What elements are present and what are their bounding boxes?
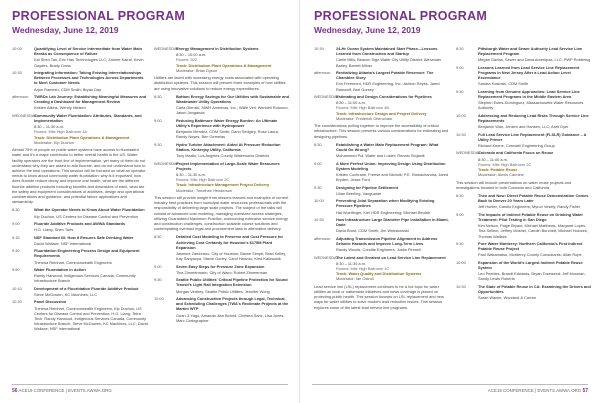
session-body (336, 217, 450, 234)
session-time: 10:00 (154, 296, 164, 302)
session-time: 10:30 (456, 131, 466, 137)
session-time: 9:00 (154, 117, 162, 123)
session-item (456, 193, 592, 210)
session-description: The considerations pulling together to improve the accessibility of critical infrastructure. This session presents various considerations for estimating and designing pipelines. (314, 123, 449, 139)
session-detail: Moderator: Alexis Carmine (478, 172, 524, 178)
session-detail: Track: Infrastructure Design and Project Delivery (336, 110, 427, 116)
session-body (176, 161, 290, 193)
session-body (336, 185, 450, 196)
right-page-header (300, 0, 600, 42)
session-title: Learning from Genuine Approaches: Lead Service Line Replacement Programs in the Middle Eastern Area (478, 88, 580, 99)
session-item (456, 89, 592, 111)
session-item (154, 234, 290, 261)
session-title: Designing for Pipeline Settlement (336, 184, 399, 190)
page-title: PROFESSIONAL PROGRAM (12, 9, 186, 23)
page-date: Wednesday, June 12, 2019 (12, 25, 119, 35)
session-item (12, 299, 148, 331)
session-speakers: Steve McGowen, KC Machines, LLC (34, 292, 98, 298)
session-detail: Track: Infrastructure Management Project Delivery (176, 182, 270, 188)
session-title: Fluoridation Engineering Process Design and Equipment Requirements (34, 248, 140, 259)
session-item (456, 260, 592, 282)
session-time: afternoon (314, 70, 331, 75)
session-title: Estimating and Design Considerations for Pipelines (336, 94, 432, 99)
session-speakers: Lilian Beerling, Vanguarde (336, 190, 382, 196)
session-speakers: Guan Ji Yago, Amanda Jian Bohnd, Chelsea Sanz, Lisa Jones, Marc Cartographer (176, 312, 285, 323)
session-time: 8:30 (154, 93, 162, 99)
session-time: 10:00 (12, 46, 22, 51)
session-description: Almost 75% of people on public water systems have access to fluoridated water and it's a major contributor to better overall health in the US. Water facility operators are the front line of implementation, yet many of them do not understand why they are asked to add fluoride, and do not understand how to achieve the best operations. This session will be focused on what an operator needs to know about community water fluoridation: why is it important, how does fluoride reduce decay and improve oral health, what are the different fluoride additive products including benefits and downsides of each, what are the safety and equipment considerations of additives, design and operational considerations and guidance, and potential failure applications and stewardship. (12, 147, 146, 205)
session-detail: Track: Water Quality and Distribution Systems (336, 271, 422, 277)
footer-text: ACE19 CONFERENCE | EVENTS.AWWA.ORG (18, 388, 112, 393)
session-body (34, 235, 148, 246)
session-detail: Track: Distribution Plant Operations & Management (34, 134, 130, 140)
session-body (336, 255, 450, 282)
session-item (456, 132, 592, 149)
session-detail: Moderator: Ian Ostroll (336, 276, 374, 282)
session-title: Quantifying Level of Service Intermediate from Water Main Breaks as Consequence of Failure (34, 46, 142, 57)
left-page-footer (12, 387, 288, 395)
session-body (478, 150, 592, 177)
session-title: Development of a Fluoridation Fluoride Additive Product (34, 285, 139, 291)
session-item (456, 284, 592, 301)
session-body (478, 284, 592, 301)
session-item (12, 235, 148, 246)
session-time: 9:30 (154, 141, 162, 147)
session-speakers: Kristen Cochrane, Freese and Nichols; P.E. Ramachandra, Jared Bryden, Jesse Ford (336, 172, 449, 183)
session-speakers: Sandra Kosinski, CDM Smith (478, 81, 529, 87)
session-time: 9:00 (154, 263, 162, 269)
session-body (478, 132, 592, 149)
session-body (176, 264, 290, 275)
session-body (336, 161, 450, 183)
session-time: 9:00 (456, 64, 464, 70)
session-item (456, 212, 592, 239)
session-speakers: Paul Wakamatsu, Monterey County Consultants; Allan Rope (478, 252, 582, 258)
session-title: Energy Management in Distribution Systems (176, 46, 259, 51)
session-time: 9:30 (456, 88, 464, 94)
session-item (456, 65, 592, 87)
session-detail: Moderator: Brian Dyson (176, 67, 218, 73)
session-item (12, 267, 148, 284)
session-time: 8:30 (314, 141, 322, 147)
right-page-column-2 (456, 46, 592, 386)
session-speakers: Benjamin Wan, Jensen and Hansen, LLC; Areti Dyer (478, 124, 569, 130)
session-time: 9:00 (456, 211, 464, 217)
session-speakers: Tony Martin, Los Angeles County Waterworks Districts (176, 153, 270, 159)
session-item (314, 142, 450, 159)
session-time: 9:15 (12, 234, 20, 240)
session-item (154, 118, 290, 140)
session-body (478, 46, 592, 63)
session-speakers: Mohammed Pul, Water and Luster; Renato Stojanik (336, 153, 425, 159)
session-time: 10:30 (314, 217, 324, 222)
session-time: 8:30 (456, 46, 464, 51)
session-detail: Rooms: Mile High Ballroom 4B (336, 105, 389, 111)
session-item (12, 221, 148, 232)
session-title: Lessons Learned from Lead Service Line Replacement Programs in New Jersey After a Lead Action Level Exceedance (478, 64, 580, 81)
session-title: Bottom Energy Savings for Our Utilities with Sustainable and Wastewater Utility Operations (176, 93, 290, 105)
session-title: How Infrastructure Large Diameter Pipe Installation in Miami-Dade (336, 217, 449, 228)
session-item (456, 46, 592, 63)
session-body (336, 142, 450, 159)
session-time: 10:30 (456, 283, 466, 289)
session-time: afternoon (314, 235, 331, 241)
session-speakers: David Brust, CDM Smith; Jim Wimskowski (336, 228, 409, 234)
page-number: 57 (582, 388, 588, 394)
session-item (456, 241, 592, 258)
session-speakers: Randy Woods, Condite Engineers; Justin Pennell (336, 247, 421, 253)
session-speakers: Kai Shen Tan, Eric Hau Technologies LLC; Zaheer Kairal, Kevin Gaydes, Brady Cross (34, 57, 144, 68)
session-speakers: Arjun Ramesh, CDM Smith; Bryan Day (34, 86, 102, 92)
session-time: 9:50 (12, 267, 20, 273)
session-speakers: Richard Keene, Cornwell Engineering Group (478, 143, 555, 148)
session-speakers: Jeff Hunter, Carollo Engineers; Myron Vesely, Randy Fisher (478, 204, 581, 210)
session-item (314, 198, 450, 215)
session-speakers: Hal Woelfinger, Kiel HDR Engineering; Michael Beulah (336, 209, 430, 215)
session-detail: Rooms: Mile High Ballroom 2C (478, 161, 532, 167)
session-speakers: Kip Duchon, US Centers for Disease Control and Prevention (34, 213, 139, 219)
session-title: Establishing a Water Main Replacement Program: What Could Go Wrong? (336, 141, 439, 153)
session-speakers: 8:30 – 10:00 a.m. (176, 52, 207, 58)
session-item (154, 161, 290, 193)
session-time: 9:30 (314, 184, 322, 190)
session-title: Colorado and California Focus on Reuse (478, 150, 554, 156)
session-description: Utilities are faced with increasing energy costs associated with operating distribution systems. This session will present three examples of how utilities are using innovative solutions to reduce energy expenditures. (154, 75, 286, 91)
session-description: This session will provide insight from lessons learned and examples of current industry best practices from municipal water resources professionals with the responsibility of delivering large scale projects. The subject of the talks will consist of advanced cost modeling, managing oversized access strategies, utilizing Guaranteed Maximum Practice, overcoming extensive service energy and construction challenges, construction scalable course solutions and contemplating overhaul legal and procurement laws to alternative delivery. (154, 195, 289, 232)
session-time: 10:00 (314, 198, 324, 204)
session-speakers: Kristen Atkins, Wendy Nielsen (34, 105, 86, 111)
session-title: Full Lead Service Line Replacement (FLSLR) Guidance – A Utility Primer (478, 131, 587, 142)
session-time: WEDNESDAY (154, 160, 179, 166)
session-item (314, 185, 450, 196)
session-speakers: Erin Freemont, HDR Engineering, Inc.; Ashton Reyes, Jared Rainwolf, Bart Gorsey (336, 81, 440, 92)
session-title: Fluoride Additive Products and AWWA Standards (34, 221, 126, 227)
session-body (34, 221, 148, 232)
session-item (12, 46, 148, 68)
session-time: 10:00 (456, 259, 466, 265)
session-description: This session will include presentations on water reuse projects and investigations focused in both Colorado and California. (456, 179, 572, 190)
session-speakers: 8:30 – 11:00 a.m. (336, 100, 366, 106)
session-speakers: Theresa Reinhart, Commonwealth Engineers (34, 259, 112, 265)
session-title: Pure Water Monterey: Northern California's First Indirect Potable Reuse Project (478, 241, 583, 252)
session-body (34, 267, 148, 284)
session-detail: Track: Distribution Plant Operations & Management (176, 62, 272, 68)
page-date: Wednesday, June 12, 2019 (314, 25, 421, 35)
session-item (12, 207, 148, 218)
session-speakers: Megan Gaviss, Sewer and Dana Ameriquia, LLC; PWP Robbinsg (478, 57, 591, 63)
session-body (176, 234, 290, 261)
session-item (154, 46, 290, 73)
session-time: 10:00 (456, 112, 466, 118)
session-speakers: H.G. Liang, Shen Tarts (34, 227, 74, 233)
session-item (314, 94, 450, 121)
session-time: 9:30 (456, 241, 464, 246)
session-speakers: Benjamin Mendez, CDM Smith; Dann Sedgley, Rose Laura, Randy Noyes, Ben Gemelas (176, 129, 279, 140)
session-title: The Latest and Greatest on Lead Service Line Replacement (336, 254, 446, 260)
session-body (34, 286, 148, 297)
session-detail: Track: Potable Reuse (478, 167, 518, 172)
session-speakers: Randy Harwood, Indigenous Services Canada, Community Infrastructure Branch (34, 273, 136, 284)
session-body (176, 296, 290, 323)
session-item (314, 236, 450, 253)
footer-rule (12, 384, 288, 385)
session-body (176, 118, 290, 140)
session-body (478, 65, 592, 87)
session-time: 10:30 (12, 70, 22, 75)
session-body (478, 241, 592, 258)
session-title: Preventing Joint Separation when Modifying Existing Pressure Pipelines (336, 198, 435, 209)
session-title: Then and Now: Direct Potable Reuse Demonstration Comes Back to Denver 20 Years Later (478, 193, 589, 204)
session-title: Project Implementation of Large-Scale Water Resources Projects (176, 160, 280, 171)
session-time: afternoon (12, 94, 29, 99)
session-item (12, 70, 148, 92)
session-title: Detailed Cost Modeling to Preserve and Cost Pressure for Achieving Cost Certainty for Houston's $175M Plant Expansion (176, 234, 284, 250)
session-item (154, 296, 290, 323)
session-time: WEDNESDAY (12, 112, 37, 118)
session-body (34, 46, 148, 68)
footer-left (12, 387, 112, 395)
session-body (336, 46, 450, 68)
session-body (478, 260, 592, 282)
session-title: Water Fluoridation in Action (34, 267, 86, 273)
session-time: 8:30 (154, 234, 162, 240)
session-body (34, 70, 148, 92)
session-time: WEDNESDAY (314, 94, 339, 99)
session-speakers: Carla Glenski, MWH Americas, Inc.; Willie Vell, Wendell Rotunno, Jason Janganda (176, 105, 289, 116)
session-speakers: Jasmine Zambrano, City of Houston; Blaine Simpb, Brad Kelley, Kay Sanyanya, Stavie Gorley, Carol Hanzoo, Kirst Kalosuwik (176, 251, 286, 262)
session-title: Integrating Information: Taking Existing Interrelationships Between Processes and Technologies Across Departments to Meet Customer Needs (34, 70, 144, 86)
session-time: 8:30 (12, 207, 20, 213)
session-title: What the Operator Needs to Know About Water Fluoridation (34, 207, 145, 213)
session-body (478, 193, 592, 210)
session-item (314, 70, 450, 92)
session-detail: Rooms: 502 (176, 57, 197, 63)
session-item (314, 161, 450, 183)
session-time: 9:30 (154, 277, 162, 283)
session-title: Reducing Baltimore Water Energy Burden: An Ultimate Utility's Experience with Hydropower (176, 117, 278, 129)
session-detail: Moderator: Kip Duchon (34, 139, 75, 145)
session-speakers: 8:30 – 11:00 a.m. (478, 156, 508, 162)
session-body (34, 299, 148, 331)
session-item (154, 94, 290, 116)
session-item (314, 46, 450, 68)
session-title: Expansion of the World's Largest Indirect Potable Reuse System (478, 259, 583, 270)
session-body (34, 113, 148, 145)
session-description: Lead service line (LSL) replacement continues to be a hot topic for water utilities as local or nationwide initiatives and news coverage is placed on protecting public health. This session focuses on LSL replacement and new ways for water utilities to solve modern lead reduction issues. This session explores some of the latest lead service line programs. (314, 283, 444, 310)
session-speakers: Carlie Mills, Beacon Sign Water City Utility District; Alexander Barley, Barrett Milner (336, 57, 442, 68)
session-time: WEDNESDAY (154, 46, 179, 51)
session-item (456, 113, 592, 130)
session-time: 9:00 (12, 221, 20, 227)
session-detail: Rooms: Mile High Ballroom 1C (336, 266, 390, 271)
session-title: TWRDs Lab Journey: Establishing Meaningful Measures and Creating a Dashboard for Management Review (34, 94, 147, 105)
session-time: 9:30 (12, 248, 20, 254)
session-title: The State of Potable Reuse in CA: Examining the Drivers and Opportunities (478, 283, 591, 294)
session-speakers: Stephen Estes-Dominguez, Massachusetts Water Resources Authority (478, 100, 584, 111)
session-item (314, 217, 450, 234)
session-body (336, 236, 450, 253)
session-speakers: 8:30 – 11:30 a.m. (176, 172, 206, 178)
page-title: PROFESSIONAL PROGRAM (314, 9, 488, 23)
session-title: The Impacts of Indirect Potable Reuse on Drinking Water Treatment: Pilot Testing in San Diego (478, 211, 583, 222)
session-body (478, 212, 592, 239)
session-detail: Moderator: Frederick Obenchain (336, 115, 393, 121)
footer-rule (312, 384, 588, 385)
right-page-column-1 (314, 46, 450, 386)
session-title: Pittsburgh Water and Sewer Authority Lead Service Line Replacement Program (478, 46, 583, 57)
session-body (34, 207, 148, 218)
session-time: 10:30 (12, 299, 22, 305)
session-detail: Rooms: Mile High Ballroom 1A (34, 129, 87, 135)
footer-right (488, 387, 588, 395)
session-item (154, 277, 290, 294)
session-body (176, 46, 290, 73)
session-item (12, 113, 148, 145)
session-title: 24-Hr Ocean System Maintained Start Phase—Lessons Learned from Construction and Startup (336, 46, 438, 57)
session-body (336, 198, 450, 215)
left-page-header (0, 0, 300, 42)
session-item (12, 286, 148, 297)
session-speakers: Kim Nelson, Paige Bryant, Michael Matthews, Margaret Lopes, Tina Sellem, Jeffrey Mosher, Carolin Burchett, Michael Holocek, Thomas Wallace (478, 223, 588, 239)
session-item (154, 142, 290, 159)
session-title: A More Perfect Union: Improving Design Using Distribution System Modeling (336, 160, 446, 171)
session-body (176, 94, 290, 116)
left-page-column-1 (12, 46, 148, 386)
session-time: 10:10 (12, 285, 22, 291)
session-time: 9:00 (314, 160, 322, 166)
session-body (176, 277, 290, 294)
session-title: Seattle Public Utilities' Critical Pipeline Protection for Sound Transit's Light Rail Integration Extension (176, 277, 288, 288)
session-item (12, 248, 148, 265)
session-speakers: 8:30 – 11:30 a.m. (34, 124, 64, 130)
session-item (12, 94, 148, 111)
session-time: 10:30 (314, 46, 324, 51)
session-title: Panel Discussion (34, 299, 67, 305)
session-body (176, 142, 290, 159)
session-detail: Moderator: Timothee Henderson (176, 187, 233, 193)
session-speakers: Theresa Reinhart, Commonwealth Engineers; Kip Duchon, US Centers for Disease Control and Prevention; H.G. Liang, Tetra Tech; Randy Harwood, Indigenous Services Canada, Community Infrastructure Branch; Steve McGowen, KC Machines, LLC; David Wallace, NSF International (34, 305, 148, 332)
session-speakers: Leo Peebles, Brandi Edwards, Bryan Townsend; Jeff Mosman, Sandy Lewis Roberts (478, 271, 586, 282)
page-number: 56 (12, 388, 18, 394)
session-item (154, 264, 290, 275)
session-speakers: David Wallace, NSF International (34, 240, 92, 246)
session-item (456, 150, 592, 177)
session-body (336, 94, 450, 121)
session-title: Addressing and Reducing Lead Risks Through Service Line Replacements (478, 112, 589, 123)
left-page-column-2 (154, 46, 290, 386)
session-speakers: Tina Zimmermann, City of Waco; Robert Zimmerman (176, 269, 268, 275)
session-title: Advancing Construction Projects through Legal, Technical, and Scheduling Challenges (TWA's Reclimate Projects at the Martini WTP (176, 296, 289, 312)
session-item (314, 255, 450, 282)
session-body (478, 89, 592, 111)
session-time: WEDNESDAY (456, 150, 481, 156)
session-title: NSF Standard 60: How It Ensures Safe Drinking Water (34, 234, 134, 240)
session-body (478, 113, 592, 130)
session-time: WEDNESDAY (314, 254, 339, 260)
session-title: Revitalizing Atlanta's Largest Potable Reservoir: The Chamblee Story (336, 70, 434, 81)
session-title: Seven Easy Steps for Pressure Zone Expansion (176, 263, 265, 269)
session-title: Hydro Turbine Attachment: Aided At Pressure Reduction Station, Kinkerjay Utility, California (176, 141, 281, 153)
session-body (34, 248, 148, 265)
right-page-footer (312, 387, 588, 395)
footer-text: ACE19 CONFERENCE | EVENTS.AWWA.ORG (487, 388, 582, 393)
session-speakers: Sarah Wanler, Woodard & Curran (478, 295, 536, 301)
session-title: Adjusting Transmission Pipeline Alignment to Address Seismic Hazards and Improve Long-Term Lives (336, 235, 438, 246)
right-page (300, 0, 600, 403)
session-body (34, 94, 148, 111)
session-speakers: 8:30 – 11:30 a.m. (336, 260, 366, 266)
session-body (336, 70, 450, 92)
session-time: 8:30 (456, 193, 464, 198)
session-title: Community Water Fluoridation: Attributes, Standards, and Implementation (34, 112, 142, 123)
session-speakers: Morgan Vedhey, Seattle Public Utilities; Jennifer Wong (176, 288, 270, 294)
session-detail: Rooms: Mile High Ballroom 2C (176, 177, 230, 183)
